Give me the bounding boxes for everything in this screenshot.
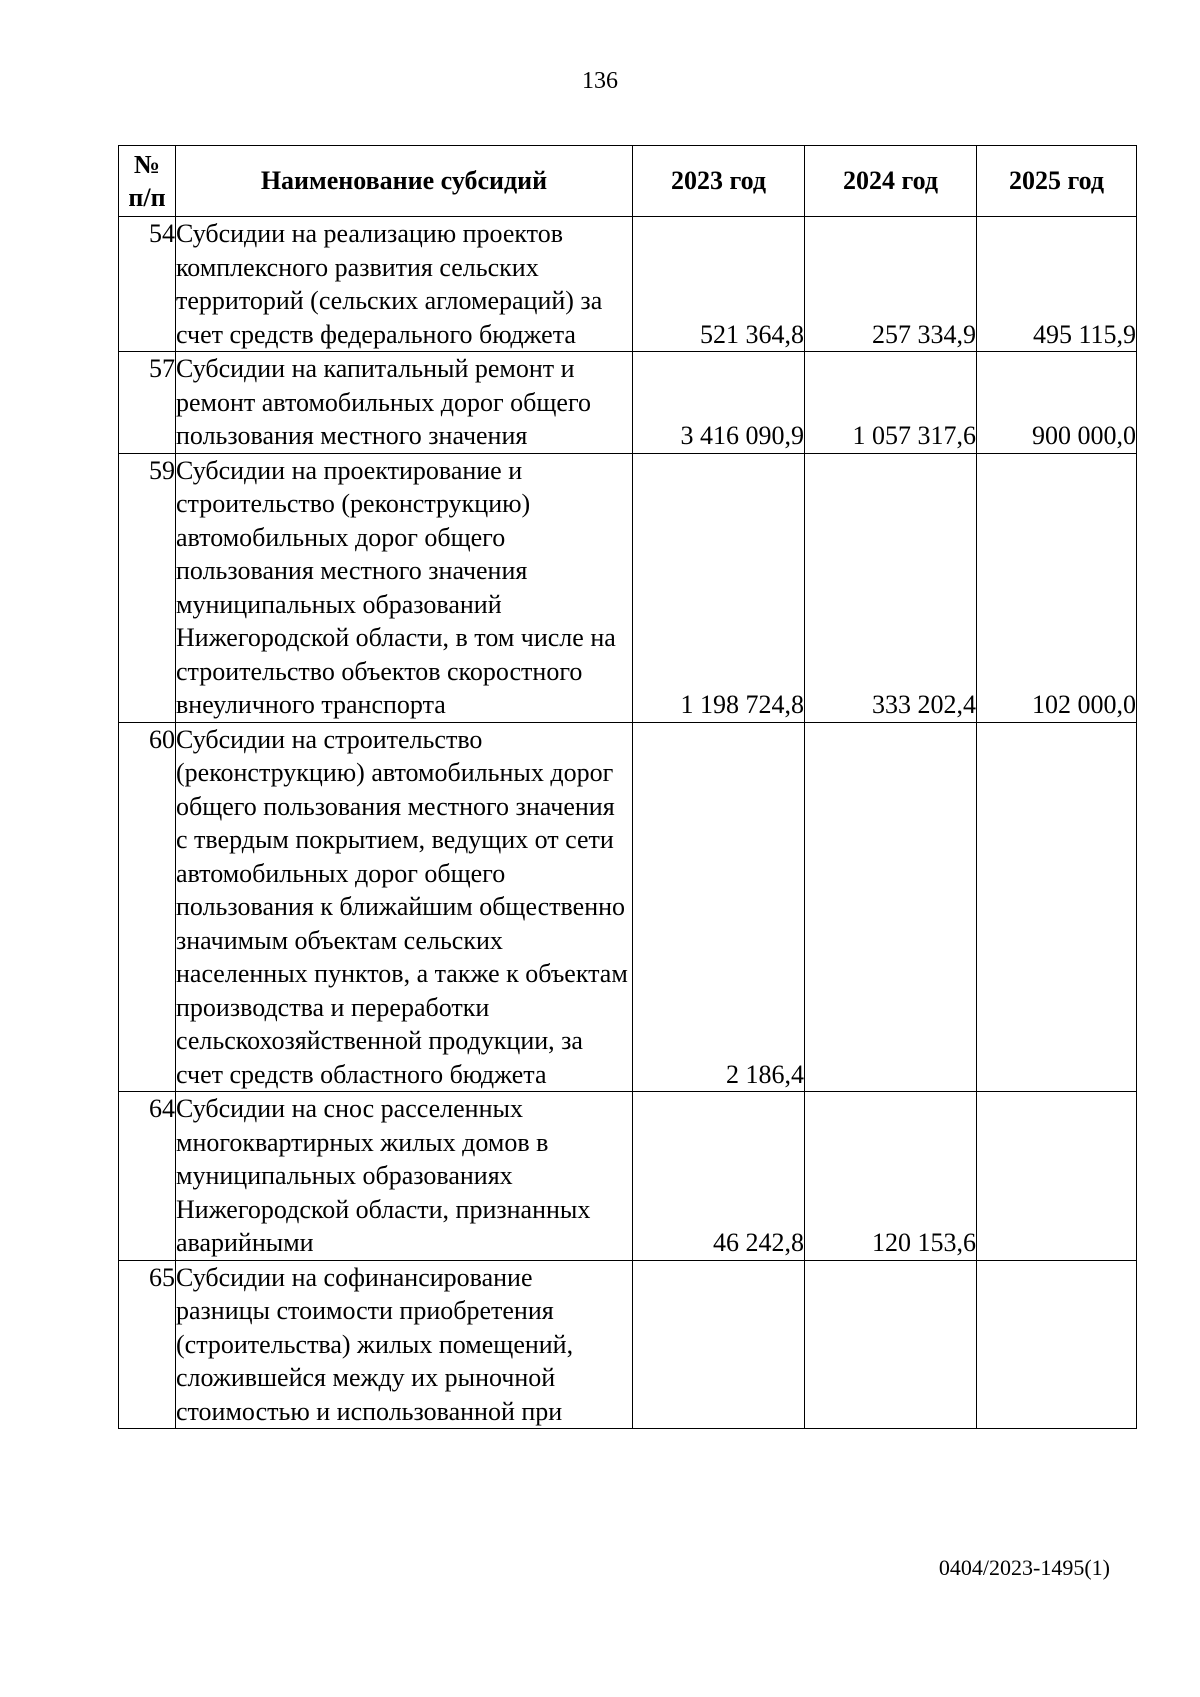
row-value-2025: 102 000,0 <box>977 453 1137 722</box>
row-number: 57 <box>119 352 176 454</box>
table-row <box>119 1092 1137 1261</box>
header-2023: 2023 год <box>633 146 805 217</box>
header-number-abbr: п/п <box>128 183 166 212</box>
row-value-2024: 1 057 317,6 <box>805 352 977 454</box>
row-number: 54 <box>119 217 176 352</box>
row-number: 65 <box>119 1260 176 1429</box>
row-value-2023: 2 186,4 <box>633 722 805 1092</box>
header-name: Наименование субсидий <box>176 146 633 217</box>
page-number: 136 <box>582 68 618 94</box>
row-value-2025 <box>977 722 1137 1092</box>
subsidies-table <box>118 145 1137 1429</box>
row-number: 60 <box>119 722 176 1092</box>
header-number <box>119 146 176 217</box>
row-name: Субсидии на капитальный ремонт и ремонт автомобильных дорог общего пользования местного значения <box>176 352 633 454</box>
table-row <box>119 352 1137 454</box>
header-2024: 2024 год <box>805 146 977 217</box>
row-value-2025 <box>977 1092 1137 1261</box>
row-name: Субсидии на проектирование и строительство (реконструкцию) автомобильных дорог общего пользования местного значения муниципальных образований Нижегородской области, в том числе на строительство объектов скоростного внеуличного транспорта <box>176 453 633 722</box>
row-value-2023: 3 416 090,9 <box>633 352 805 454</box>
table-row <box>119 1260 1137 1429</box>
row-name: Субсидии на реализацию проектов комплексного развития сельских территорий (сельских агломераций) за счет средств федерального бюджета <box>176 217 633 352</box>
row-value-2025 <box>977 1260 1137 1429</box>
header-number-symbol: № <box>133 149 161 179</box>
row-name: Субсидии на софинансирование разницы стоимости приобретения (строительства) жилых помещений, сложившейся между их рыночной стоимостью и использованной при <box>176 1260 633 1429</box>
row-value-2025: 900 000,0 <box>977 352 1137 454</box>
row-name: Субсидии на строительство (реконструкцию) автомобильных дорог общего пользования местного значения с твердым покрытием, ведущих от сети автомобильных дорог общего пользования к ближайшим общественно значимым объектам сельских населенных пунктов, а также к объектам производства и переработки сельскохозяйственной продукции, за счет средств областного бюджета <box>176 722 633 1092</box>
row-value-2023: 46 242,8 <box>633 1092 805 1261</box>
document-code: 0404/2023-1495(1) <box>938 1555 1110 1580</box>
row-value-2025: 495 115,9 <box>977 217 1137 352</box>
row-value-2023: 1 198 724,8 <box>633 453 805 722</box>
row-value-2024: 333 202,4 <box>805 453 977 722</box>
row-value-2024 <box>805 722 977 1092</box>
row-value-2024: 120 153,6 <box>805 1092 977 1261</box>
row-number: 64 <box>119 1092 176 1261</box>
header-2025: 2025 год <box>977 146 1137 217</box>
row-value-2023: 521 364,8 <box>633 217 805 352</box>
row-name: Субсидии на снос расселенных многоквартирных жилых домов в муниципальных образованиях Нижегородской области, признанных аварийными <box>176 1092 633 1261</box>
row-value-2024 <box>805 1260 977 1429</box>
row-number: 59 <box>119 453 176 722</box>
table-row <box>119 722 1137 1092</box>
table-header-row <box>119 146 1137 217</box>
table-row <box>119 453 1137 722</box>
row-value-2024: 257 334,9 <box>805 217 977 352</box>
row-value-2023 <box>633 1260 805 1429</box>
table-row <box>119 217 1137 352</box>
